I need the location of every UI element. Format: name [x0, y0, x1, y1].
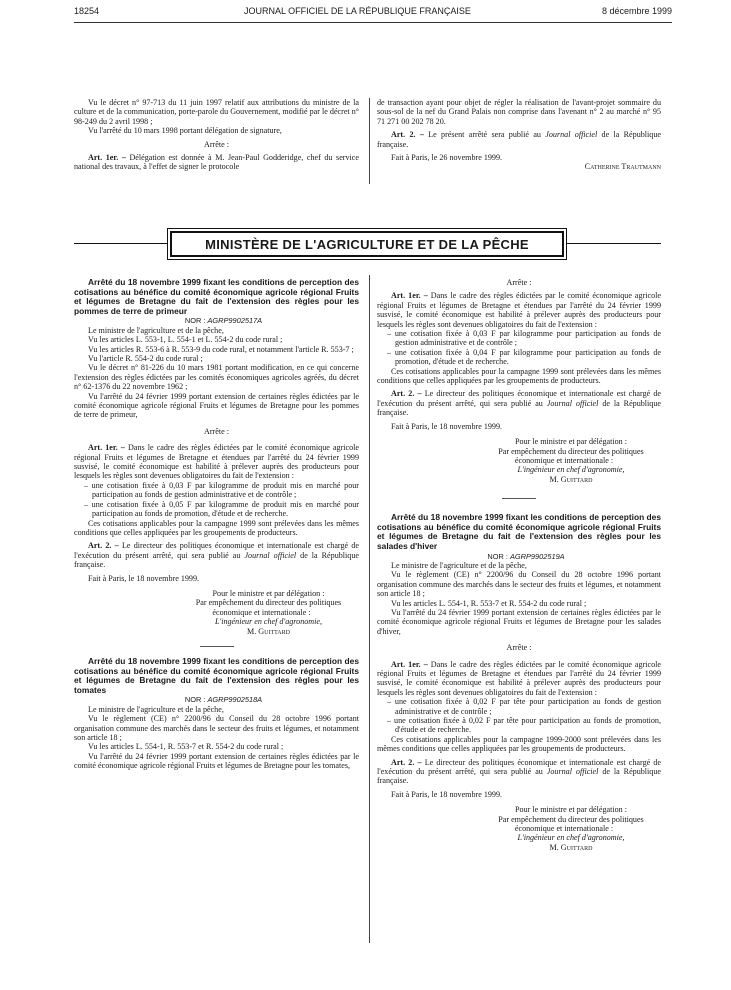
- journal-name: Journal officiel: [546, 398, 599, 408]
- list-item: – une cotisation fixée à 0,02 F par tête pour participation au fonds de promotion, d'étude et de recherche.: [387, 716, 661, 735]
- article-label: Art. 1er. –: [88, 153, 126, 163]
- arrete-title: Arrêté du 18 novembre 1999 fixant les conditions de perception des cotisations au bénéfice du comité économique agricole régional Fruits et légumes de Bretagne du fait de l'extension des règles pour les pommes de terre de primeur: [74, 277, 359, 316]
- top-left-column: [74, 98, 359, 172]
- paragraph: Ces cotisations applicables pour la campagne 1999 sont prélevées dans les mêmes conditions que celles appliquées par les groupements de producteurs.: [74, 518, 359, 537]
- bullet-list: [74, 481, 359, 519]
- list-item: – une cotisation fixée à 0,05 F par kilogramme de produit mis en marché pour participation au fonds de promotion, d'étude et de recherche.: [84, 499, 359, 519]
- journal-name: Journal officiel: [546, 767, 599, 777]
- list-item: – une cotisation fixée à 0,04 F par kilogramme pour participation au fonds de promotion, d'étude et de recherche.: [387, 347, 661, 367]
- signature-block: Pour le ministre et par délégation : Par empêchement du directeur des politiques économique et internationale : L'ingénieur en chef d'agronomie, M. Guittard: [467, 437, 661, 484]
- bullet-list: [377, 697, 661, 735]
- section-separator: [502, 498, 536, 499]
- journal-name: Journal officiel: [545, 130, 598, 140]
- article-text: Dans le cadre des règles édictées par le comité économique agricole régional Fruits et légumes de Bretagne et étendues par l'arrêté du 24 février 1999 susvisé, le comité économique est habilité à prélever auprès des producteurs pour lesquels les règles sont devenues obligatoires du fait de l'extension :: [377, 659, 661, 697]
- signature: M. Guittard: [549, 474, 593, 484]
- arrete-title: Arrêté du 18 novembre 1999 fixant les conditions de perception des cotisations au bénéfice du comité économique agricole régional Fruits et légumes de Bretagne du fait de l'extension des règles pour les salades d'hiver: [377, 512, 661, 551]
- paragraph: Vu le règlement (CE) n° 2200/96 du Conseil du 28 octobre 1996 portant organisation commune des marchés dans le secteur des fruits et légumes, et notamment son article 18 ;: [74, 714, 359, 742]
- arrete-heading: Arrête :: [204, 426, 229, 436]
- article-label: Art. 1er. –: [391, 291, 428, 301]
- list-item: – une cotisation fixée à 0,03 F par kilogramme de produit mis en marché pour participation au fonds de gestion administrative et de contrôle ;: [84, 480, 359, 500]
- article-text: Le directeur des politiques économique et internationale est chargé de l'exécution du présent arrêté, qui sera publié au: [377, 389, 661, 408]
- arrete-heading: Arrête :: [204, 139, 229, 149]
- paragraph: Vu l'arrêté du 24 février 1999 portant extension de certaines règles édictées par le comité économique agricole régional Fruits et légumes de Bretagne pour les salades d'hiver,: [377, 607, 661, 636]
- fait-line: Fait à Paris, le 18 novembre 1999.: [391, 421, 503, 431]
- signature: M. Guittard: [549, 842, 593, 852]
- paragraph: Vu l'article R. 554-2 du code rural ;: [88, 354, 203, 363]
- paragraph: Le ministre de l'agriculture et de la pêche,: [391, 560, 527, 570]
- article-text: Dans le cadre des règles édictées par le comité économique agricole régional Fruits et légumes de Bretagne et étendues par l'arrêté du 24 février 1999 susvisé, le comité économique est habilité à prélever auprès des producteurs pour lesquels les règles sont devenues obligatoires du fait de l'extension :: [377, 291, 661, 329]
- paragraph: Vu les articles L. 554-1, R. 553-7 et R. 554-2 du code rural ;: [88, 742, 284, 752]
- page-number: 18254: [74, 6, 100, 16]
- list-item: – une cotisation fixée à 0,03 F par kilogramme pour participation au fonds de gestion administrative et de contrôle ;: [387, 329, 661, 348]
- issue-date: 8 décembre 1999: [601, 6, 672, 16]
- fait-line: Fait à Paris, le 26 novembre 1999.: [391, 153, 503, 163]
- paragraph: Vu l'arrêté du 24 février 1999 portant extension de certaines règles édictées par le comité économique agricole régional Fruits et légumes de Bretagne pour les pommes de terre de primeur,: [74, 391, 359, 420]
- section-separator: [200, 646, 234, 647]
- list-item: – une cotisation fixée à 0,02 F par tête pour participation au fonds de gestion administrative et de contrôle ;: [387, 697, 661, 716]
- arrete-heading: Arrête :: [506, 643, 532, 653]
- paragraph: Vu les articles L. 553-1, L. 554-1 et L. 554-2 du code rural ;: [88, 335, 283, 345]
- signature-block: Pour le ministre et par délégation : Par empêchement du directeur des politiques économique et internationale : L'ingénieur en chef d'agronomie, M. Guittard: [467, 805, 661, 852]
- nor-reference: NOR : AGRP9902518A: [184, 695, 263, 705]
- fait-line: Fait à Paris, le 18 novembre 1999.: [88, 573, 200, 583]
- article-text: Le présent arrêté sera publié au: [428, 130, 546, 140]
- paragraph: Vu l'arrêté du 24 février 1999 portant extension de certaines règles édictées par le comité économique agricole régional Fruits et légumes de Bretagne pour les tomates,: [74, 751, 359, 771]
- journal-name: Journal officiel: [244, 550, 297, 560]
- article-text: Dans le cadre des règles édictées par le comité économique agricole régional Fruits et légumes de Bretagne et étendues par l'arrêté du 24 février 1999 susvisé, le comité économique est habilité à prélever auprès des producteurs pour lesquels les règles sont devenues obligatoires du fait de l'extension :: [74, 443, 360, 481]
- bullet-list: [377, 329, 661, 367]
- signature-block: Pour le ministre et par délégation : Par empêchement du directeur des politiques économique et internationale : L'ingénieur en chef d'agronomie, M. Guittard: [164, 589, 359, 636]
- article-label: Art. 2. –: [88, 541, 119, 551]
- article-label: Art. 2. –: [391, 389, 422, 399]
- paragraph: Vu les articles R. 553-6 à R. 553-9 du code rural, et notamment l'article R. 553-7 ;: [88, 344, 354, 354]
- paragraph: Vu l'arrêté du 10 mars 1998 portant délégation de signature,: [88, 126, 282, 136]
- paragraph: Le ministre de l'agriculture et de la pêche,: [88, 325, 224, 335]
- article-label: Art. 1er. –: [88, 443, 125, 453]
- top-right-column: de transaction ayant pour objet de régler la réalisation de l'avant-projet sommaire du sous-sol de la nef du Grand Palais non comprise dans l'avenant n° 2 au marché n° 95 71 271 00 202 78 20. Art. 2. – Le présent arrêté sera publié au Journal officiel de la République française. Fait à Paris, le 26 novembre 1999. Catherine Trautmann: [377, 98, 661, 172]
- nor-reference: NOR : AGRP9902517A: [184, 316, 263, 326]
- ministry-banner: MINISTÈRE DE L'AGRICULTURE ET DE LA PÊCHE: [170, 231, 564, 257]
- arrete-title: Arrêté du 18 novembre 1999 fixant les conditions de perception des cotisations au bénéfice du comité économique agricole régional Fruits et légumes de Bretagne du fait de l'extension des règles pour les tomates: [74, 655, 359, 695]
- signature: Catherine Trautmann: [584, 162, 661, 172]
- signature: M. Guittard: [247, 626, 290, 636]
- nor-reference: NOR : AGRP9902519A: [487, 551, 565, 561]
- paragraph: Vu le décret n° 81-226 du 10 mars 1981 portant modification, en ce qui concerne l'extension des règles édictées par les comités économiques agricoles agréés, du décret n° 62-1376 du 22 novembre 1962 ;: [74, 363, 359, 392]
- page-header: [0, 6, 731, 22]
- header-rule: [74, 22, 672, 23]
- journal-title: JOURNAL OFFICIEL DE LA RÉPUBLIQUE FRANÇAISE: [244, 6, 471, 16]
- fait-line: Fait à Paris, le 18 novembre 1999.: [391, 789, 503, 799]
- paragraph: Vu le décret n° 97-713 du 11 juin 1997 relatif aux attributions du ministre de la culture et de la communication, porte-parole du Gouvernement, modifié par le décret n° 98-249 du 2 avril 1998 ;: [74, 98, 359, 126]
- paragraph: de transaction ayant pour objet de régler la réalisation de l'avant-projet sommaire du sous-sol de la nef du Grand Palais non comprise dans l'avenant n° 2 au marché n° 95 71 271 00 202 78 20.: [377, 98, 661, 126]
- paragraph: Vu le règlement (CE) n° 2200/96 du Conseil du 28 octobre 1996 portant organisation commune des marchés dans le secteur des fruits et légumes, et notamment son article 18 ;: [377, 570, 661, 599]
- right-column: Arrête : Art. 1er. – Dans le cadre des règles édictées par le comité économique agricole régional Fruits et légumes de Bretagne et étendues par l'arrêté du 24 février 1999 susvisé, le comité économique est habilité à prélever auprès des producteurs pour lesquels les règles sont devenues obligatoires du fait de l'extension : – une cotisation fixée à 0,03 F par kilogramme pour participation au fonds de gestion administrative et de contrôle ; – une cotisation fixée à 0,04 F par kilogramme pour participation au fonds de promotion, d'étude et de recherche. Ces cotisations applicables pour la campagne 1999 sont prélevées dans les mêmes conditions que celles appliquées par les groupements de producteurs. Art. 2. – Le directeur des politiques économique et internationale est chargé de l'exécution du présent arrêté, qui sera publié au Journal officiel de la République française. Fait à Paris, le 18 novembre 1999. Pour le ministre et par délégation : Par empêchement du directeur des politiques économique et internationale : L'ingénieur en chef d'agronomie, M. Guittard Arrêté du 18 novembre 1999 fixant les conditions de perception des cotisations au bénéfice du comité économique agricole régional Fruits et légumes de Bretagne du fait de l'extension des règles pour les salades d'hiver NOR : AGRP9902519A Le ministre de l'agriculture et de la pêche, Vu le règlement (CE) n° 2200/96 du Conseil du 28 octobre 1996 portant organisation commune des marchés dans le secteur des fruits et légumes, et notamment son article 18 ; Vu les articles L. 554-1, R. 553-7 et R. 554-2 du code rural ; Vu l'arrêté du 24 février 1999 portant extension de certaines règles édictées par le comité économique agricole régional Fruits et légumes de Bretagne pour les salades d'hiver, Arrête : Art. 1er. – Dans le cadre des règles édictées par le comité économique agricole régional Fruits et légumes de Bretagne et étendues par l'arrêté du 24 février 1999 susvisé, le comité économique est habilité à prélever auprès des producteurs pour lesquels les règles sont devenues obligatoires du fait de l'extension : – une cotisation fixée à 0,02 F par tête pour participation au fonds de gestion administrative et de contrôle ; – une cotisation fixée à 0,02 F par tête pour participation au fonds de promotion, d'étude et de recherche. Ces cotisations applicables pour la campagne 1999-2000 sont prélevées dans les mêmes conditions que celles appliquées par les groupements de producteurs. Art. 2. – Le directeur des politiques économique et internationale est chargé de l'exécution du présent arrêté, qui sera publié au Journal officiel de la République française. Fait à Paris, le 18 novembre 1999. Pour le ministre et par délégation : Par empêchement du directeur des politiques économique et internationale : L'ingénieur en chef d'agronomie, M. Guittard: [377, 278, 661, 852]
- banner-rule-left: [74, 243, 168, 244]
- left-column: Arrêté du 18 novembre 1999 fixant les conditions de perception des cotisations au bénéfice du comité économique agricole régional Fruits et légumes de Bretagne du fait de l'extension des règles pour les pommes de terre de primeur NOR : AGRP9902517A Le ministre de l'agriculture et de la pêche, Vu les articles L. 553-1, L. 554-1 et L. 554-2 du code rural ; Vu les articles R. 553-6 à R. 553-9 du code rural, et notamment l'article R. 553-7 ; Vu l'article R. 554-2 du code rural ; Vu le décret n° 81-226 du 10 mars 1981 portant modification, en ce qui concerne l'extension des règles édictées par les comités économiques agricoles agréés, du décret n° 62-1376 du 22 novembre 1962 ; Vu l'arrêté du 24 février 1999 portant extension de certaines règles édictées par le comité économique agricole régional Fruits et légumes de Bretagne pour les pommes de terre de primeur, Arrête : Art. 1er. – Dans le cadre des règles édictées par le comité économique agricole régional Fruits et légumes de Bretagne et étendues par l'arrêté du 24 février 1999 susvisé, le comité économique est habilité à prélever auprès des producteurs pour lesquels les règles sont devenues obligatoires du fait de l'extension : – une cotisation fixée à 0,03 F par kilogramme de produit mis en marché pour participation au fonds de gestion administrative et de contrôle ; – une cotisation fixée à 0,05 F par kilogramme de produit mis en marché pour participation au fonds de promotion, d'étude et de recherche. Ces cotisations applicables pour la campagne 1999 sont prélevées dans les mêmes conditions que celles appliquées par les groupements de producteurs. Art. 2. – Le directeur des politiques économique et internationale est chargé de l'exécution du présent arrêté, qui sera publié au Journal officiel de la République française. Fait à Paris, le 18 novembre 1999. Pour le ministre et par délégation : Par empêchement du directeur des politiques économique et internationale : L'ingénieur en chef d'agronomie, M. Guittard Arrêté du 18 novembre 1999 fixant les conditions de perception des cotisations au bénéfice du comité économique agricole régional Fruits et légumes de Bretagne du fait de l'extension des règles pour les tomates NOR : AGRP9902518A Le ministre de l'agriculture et de la pêche, Vu le règlement (CE) n° 2200/96 du Conseil du 28 octobre 1996 portant organisation commune des marchés dans le secteur des fruits et légumes, et notamment son article 18 ; Vu les articles L. 554-1, R. 553-7 et R. 554-2 du code rural ; Vu l'arrêté du 24 février 1999 portant extension de certaines règles édictées par le comité économique agricole régional Fruits et légumes de Bretagne pour les tomates,: [74, 277, 360, 771]
- banner-rule-right: [563, 243, 661, 244]
- article-text: Délégation est donnée à M. Jean-Paul Godderidge, chef du service national des travaux, à l'effet de signer le protocole: [74, 153, 359, 172]
- column-divider: [369, 275, 370, 943]
- paragraph: Ces cotisations applicables pour la campagne 1999 sont prélevées dans les mêmes conditions que celles appliquées par les groupements de producteurs.: [377, 366, 661, 386]
- paragraph: Vu les articles L. 554-1, R. 553-7 et R. 554-2 du code rural ;: [391, 598, 587, 608]
- article-text: Le directeur des politiques économique et internationale est chargé de l'exécution du présent arrêté, qui sera publié au: [377, 757, 661, 777]
- paragraph: Ces cotisations applicables pour la campagne 1999-2000 sont prélevées dans les mêmes conditions que celles appliquées par les groupements de producteurs.: [377, 734, 661, 754]
- arrete-heading: Arrête :: [506, 278, 532, 287]
- column-divider: [369, 98, 370, 184]
- article-label: Art. 1er. –: [391, 659, 428, 669]
- paragraph: Le ministre de l'agriculture et de la pêche,: [88, 704, 224, 714]
- article-label: Art. 2. –: [391, 130, 424, 140]
- article-label: Art. 2. –: [391, 757, 422, 767]
- article-text: Le directeur des politiques économique et internationale est chargé de l'exécution du présent arrêté, qui sera publié au: [74, 541, 359, 560]
